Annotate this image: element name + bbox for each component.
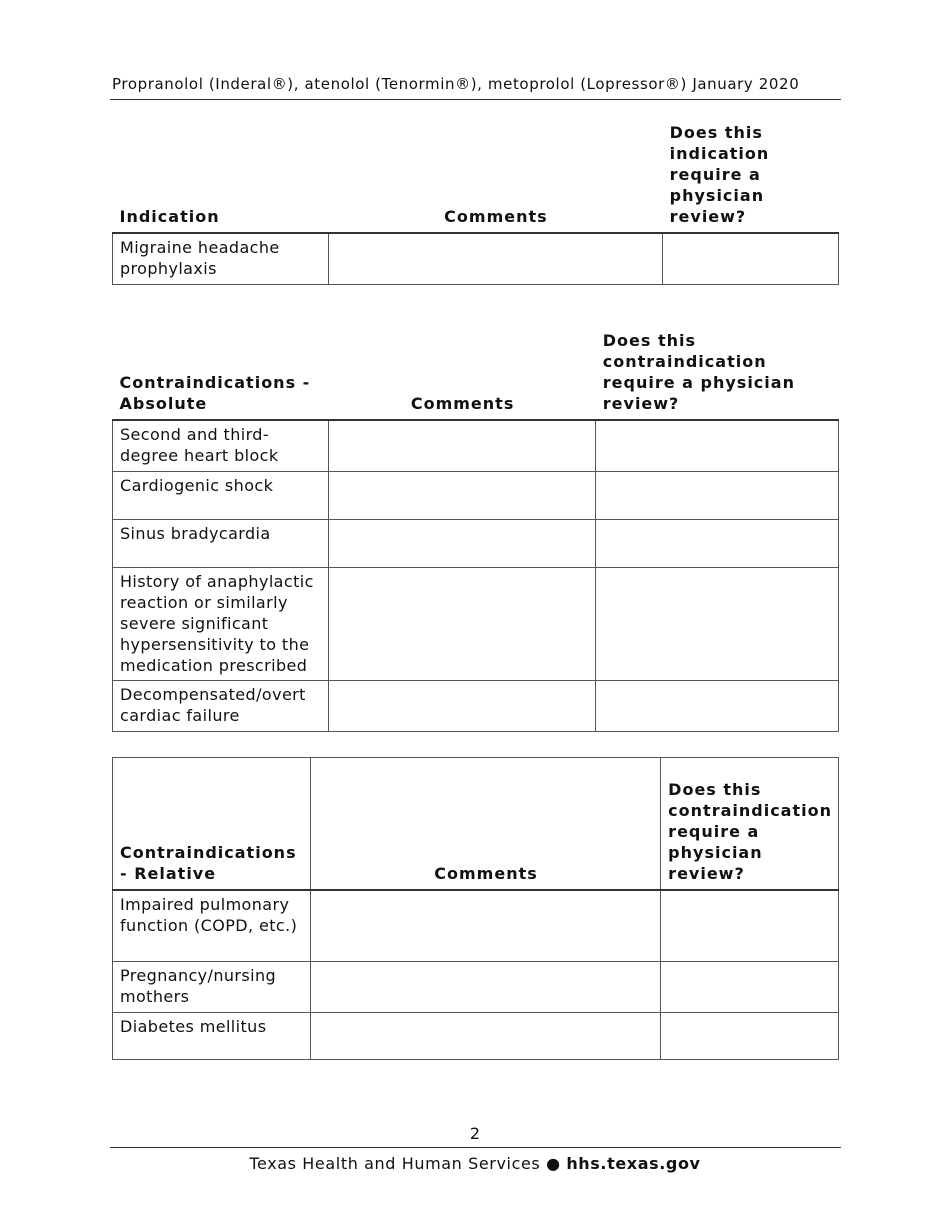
table-row [113, 471, 839, 519]
physician-review-cell [661, 962, 839, 1013]
contraindication-cell: Cardiogenic shock [113, 471, 329, 519]
table-header-row [113, 330, 839, 420]
physician-review-cell [661, 1013, 839, 1060]
comments-cell [310, 962, 660, 1013]
comments-cell [328, 420, 595, 471]
column-header-physician-review: Does this indication require a physician review? [663, 122, 839, 233]
comments-cell [328, 471, 595, 519]
footer-separator: ● [546, 1154, 561, 1173]
footer-divider [110, 1147, 841, 1148]
column-header-comments: Comments [328, 122, 662, 233]
comments-cell [328, 519, 595, 567]
absolute-contraindications-table [112, 330, 839, 732]
physician-review-cell [596, 420, 839, 471]
table-row [113, 890, 839, 962]
column-header-comments: Comments [310, 758, 660, 890]
footer-agency: Texas Health and Human Services [249, 1154, 541, 1173]
relative-contraindications-table [112, 757, 839, 1060]
table-row [113, 567, 839, 680]
contraindication-cell: Sinus bradycardia [113, 519, 329, 567]
indication-table [112, 122, 839, 285]
comments-cell [310, 1013, 660, 1060]
column-header-contraindications-relative: Contraindications - Relative [113, 758, 311, 890]
physician-review-cell [663, 233, 839, 284]
header-divider [110, 99, 841, 100]
page-header: Propranolol (Inderal®), atenolol (Tenormin®), metoprolol (Lopressor®) January 2020 [112, 75, 800, 93]
table-header-row [113, 758, 839, 890]
contraindication-cell: Impaired pulmonary function (COPD, etc.) [113, 890, 311, 962]
column-header-contraindications-absolute: Contraindications - Absolute [113, 330, 329, 420]
column-header-comments: Comments [328, 330, 595, 420]
page-number: 2 [469, 1124, 481, 1143]
table-row [113, 519, 839, 567]
comments-cell [328, 680, 595, 731]
table-row [113, 962, 839, 1013]
physician-review-cell [596, 471, 839, 519]
physician-review-cell [596, 567, 839, 680]
physician-review-cell [596, 680, 839, 731]
physician-review-cell [596, 519, 839, 567]
contraindication-cell: Pregnancy/nursing mothers [113, 962, 311, 1013]
table-row [113, 420, 839, 471]
table-row [113, 680, 839, 731]
table-row [113, 1013, 839, 1060]
contraindication-cell: History of anaphylactic reaction or similarly severe significant hypersensitivity to the medication prescribed [113, 567, 329, 680]
contraindication-cell: Decompensated/overt cardiac failure [113, 680, 329, 731]
indication-cell: Migraine headache prophylaxis [113, 233, 329, 284]
column-header-physician-review: Does this contraindication require a physician review? [661, 758, 839, 890]
comments-cell [328, 233, 662, 284]
contraindication-cell: Diabetes mellitus [113, 1013, 311, 1060]
comments-cell [328, 567, 595, 680]
table-row [113, 233, 839, 284]
column-header-indication: Indication [113, 122, 329, 233]
table-header-row [113, 122, 839, 233]
contraindication-cell: Second and third-degree heart block [113, 420, 329, 471]
physician-review-cell [661, 890, 839, 962]
column-header-physician-review: Does this contraindication require a physician review? [596, 330, 839, 420]
footer-site-link[interactable]: hhs.texas.gov [566, 1154, 701, 1173]
page-footer [0, 1154, 950, 1174]
comments-cell [310, 890, 660, 962]
